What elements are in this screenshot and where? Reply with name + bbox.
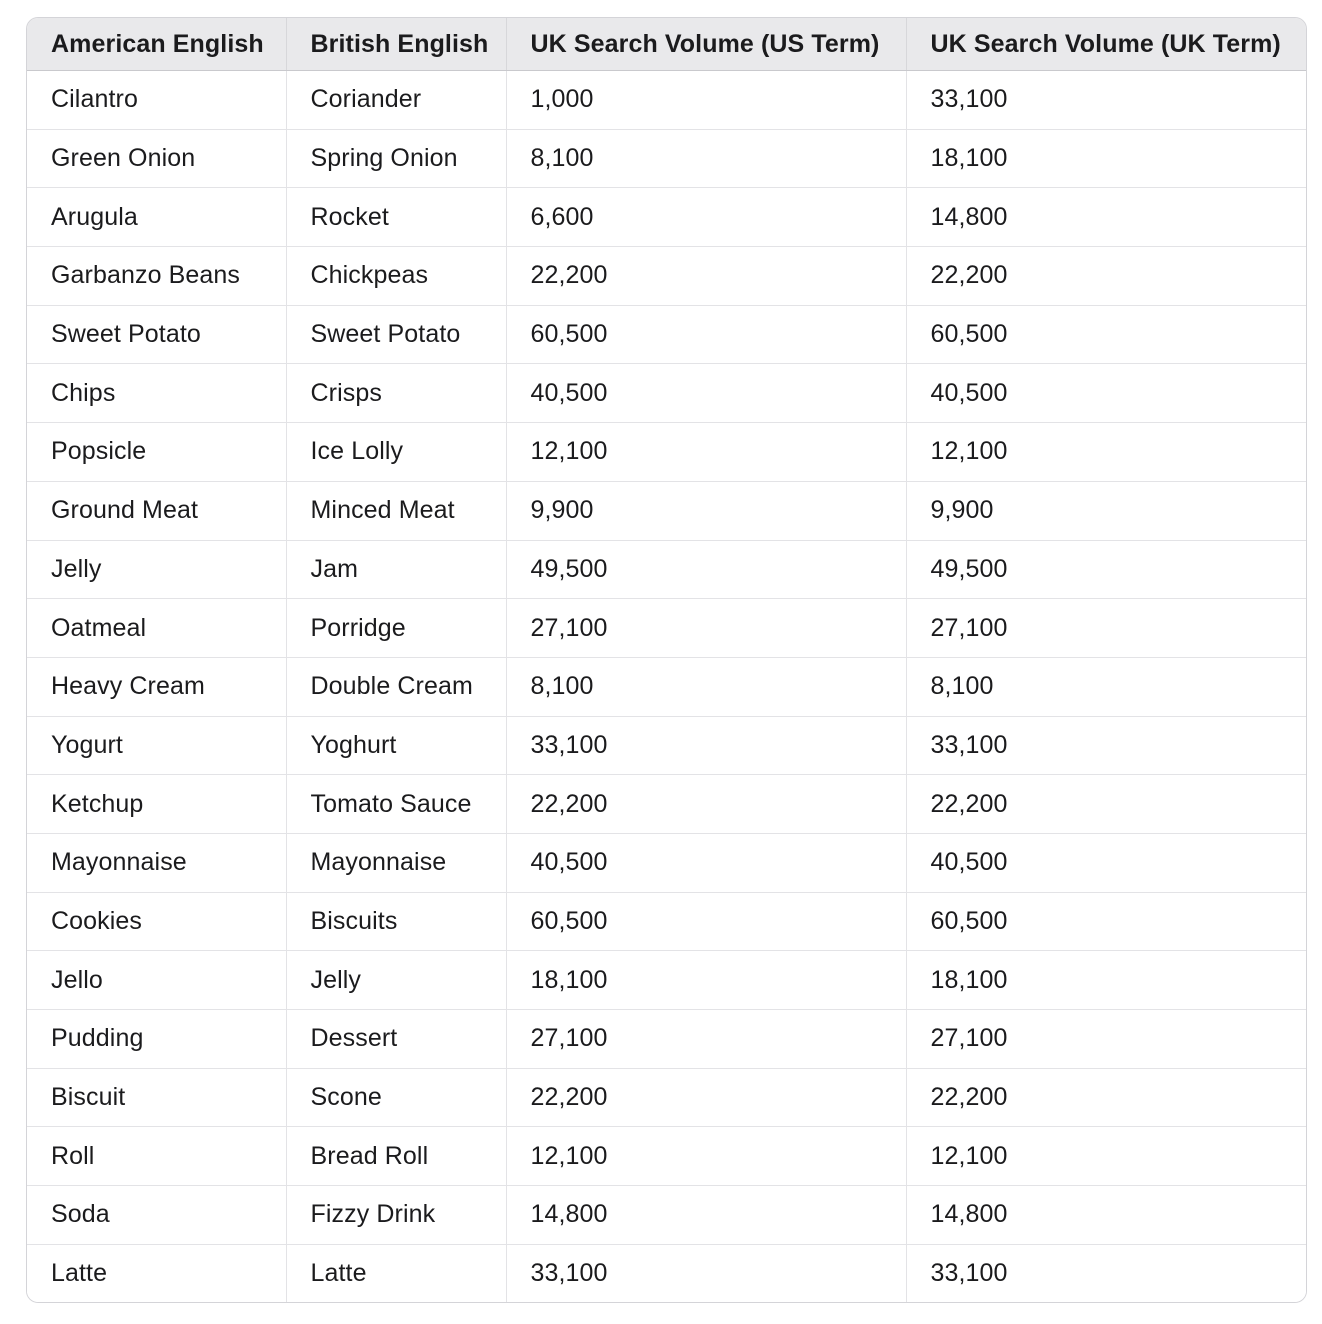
table-cell: Popsicle — [27, 423, 286, 482]
table-cell: Ice Lolly — [286, 423, 506, 482]
table-row — [27, 364, 1306, 423]
table-row — [27, 71, 1306, 130]
table-row — [27, 1127, 1306, 1186]
table-row — [27, 1186, 1306, 1245]
table-cell: Jelly — [27, 540, 286, 599]
table-cell: 22,200 — [906, 247, 1306, 306]
table-cell: 40,500 — [506, 364, 906, 423]
table-cell: Spring Onion — [286, 129, 506, 188]
table-cell: 12,100 — [506, 423, 906, 482]
table-cell: 22,200 — [506, 1068, 906, 1127]
table-cell: 18,100 — [906, 129, 1306, 188]
table-cell: 60,500 — [906, 305, 1306, 364]
table-row — [27, 599, 1306, 658]
table-row — [27, 833, 1306, 892]
table-cell: 8,100 — [506, 657, 906, 716]
table-row — [27, 129, 1306, 188]
table-cell: Mayonnaise — [286, 833, 506, 892]
table-body — [27, 71, 1306, 1303]
table-cell: Tomato Sauce — [286, 775, 506, 834]
table-row — [27, 247, 1306, 306]
table-row — [27, 1010, 1306, 1069]
table-cell: 14,800 — [906, 1186, 1306, 1245]
table-row — [27, 775, 1306, 834]
table-cell: 9,900 — [906, 481, 1306, 540]
table-row — [27, 188, 1306, 247]
table-cell: Roll — [27, 1127, 286, 1186]
table-cell: 33,100 — [906, 1244, 1306, 1302]
table-cell: Yogurt — [27, 716, 286, 775]
table-cell: Coriander — [286, 71, 506, 130]
table-cell: 60,500 — [506, 892, 906, 951]
table-cell: 33,100 — [506, 1244, 906, 1302]
table-cell: 49,500 — [506, 540, 906, 599]
column-header: UK Search Volume (UK Term) — [906, 18, 1306, 71]
data-table — [27, 18, 1306, 1302]
table-row — [27, 481, 1306, 540]
table-cell: 49,500 — [906, 540, 1306, 599]
table-cell: 22,200 — [506, 775, 906, 834]
table-cell: Cookies — [27, 892, 286, 951]
table-row — [27, 951, 1306, 1010]
table-cell: 40,500 — [506, 833, 906, 892]
table-cell: Jelly — [286, 951, 506, 1010]
table-row — [27, 540, 1306, 599]
table-row — [27, 892, 1306, 951]
table-cell: Green Onion — [27, 129, 286, 188]
table-cell: Yoghurt — [286, 716, 506, 775]
table-cell: 33,100 — [906, 716, 1306, 775]
table-cell: 18,100 — [906, 951, 1306, 1010]
table-cell: 22,200 — [506, 247, 906, 306]
table-cell: 40,500 — [906, 364, 1306, 423]
table-row — [27, 1068, 1306, 1127]
table-cell: Biscuits — [286, 892, 506, 951]
table-cell: Bread Roll — [286, 1127, 506, 1186]
table-cell: 9,900 — [506, 481, 906, 540]
table-cell: 27,100 — [906, 599, 1306, 658]
header-row — [27, 18, 1306, 71]
table-cell: Heavy Cream — [27, 657, 286, 716]
table-cell: Arugula — [27, 188, 286, 247]
table-row — [27, 1244, 1306, 1302]
table-cell: Sweet Potato — [286, 305, 506, 364]
table-cell: Dessert — [286, 1010, 506, 1069]
table-row — [27, 423, 1306, 482]
table-cell: Oatmeal — [27, 599, 286, 658]
table-cell: Latte — [286, 1244, 506, 1302]
table-cell: Latte — [27, 1244, 286, 1302]
table-cell: 6,600 — [506, 188, 906, 247]
table-cell: 60,500 — [906, 892, 1306, 951]
table-cell: 33,100 — [506, 716, 906, 775]
table-cell: Fizzy Drink — [286, 1186, 506, 1245]
column-header: British English — [286, 18, 506, 71]
table-cell: Porridge — [286, 599, 506, 658]
table-cell: Ground Meat — [27, 481, 286, 540]
table-cell: 22,200 — [906, 775, 1306, 834]
table-header — [27, 18, 1306, 71]
table-cell: 40,500 — [906, 833, 1306, 892]
translation-search-volume-table — [26, 17, 1307, 1303]
table-cell: 8,100 — [906, 657, 1306, 716]
table-cell: 12,100 — [506, 1127, 906, 1186]
table-cell: 8,100 — [506, 129, 906, 188]
table-cell: 14,800 — [906, 188, 1306, 247]
table-cell: Chickpeas — [286, 247, 506, 306]
table-cell: Jam — [286, 540, 506, 599]
table-cell: Cilantro — [27, 71, 286, 130]
table-cell: 27,100 — [506, 1010, 906, 1069]
table-cell: Minced Meat — [286, 481, 506, 540]
table-cell: 27,100 — [906, 1010, 1306, 1069]
table-cell: 12,100 — [906, 1127, 1306, 1186]
column-header: American English — [27, 18, 286, 71]
table-cell: Biscuit — [27, 1068, 286, 1127]
table-cell: Soda — [27, 1186, 286, 1245]
table-cell: 1,000 — [506, 71, 906, 130]
table-row — [27, 716, 1306, 775]
table-cell: 12,100 — [906, 423, 1306, 482]
table-cell: Chips — [27, 364, 286, 423]
table-cell: Rocket — [286, 188, 506, 247]
table-cell: Mayonnaise — [27, 833, 286, 892]
table-cell: Double Cream — [286, 657, 506, 716]
table-cell: 22,200 — [906, 1068, 1306, 1127]
table-row — [27, 305, 1306, 364]
table-cell: Ketchup — [27, 775, 286, 834]
table-cell: Pudding — [27, 1010, 286, 1069]
table-cell: 14,800 — [506, 1186, 906, 1245]
table-cell: Scone — [286, 1068, 506, 1127]
table-cell: Garbanzo Beans — [27, 247, 286, 306]
table-cell: 33,100 — [906, 71, 1306, 130]
table-cell: 60,500 — [506, 305, 906, 364]
table-cell: Crisps — [286, 364, 506, 423]
column-header: UK Search Volume (US Term) — [506, 18, 906, 71]
table-cell: Jello — [27, 951, 286, 1010]
table-row — [27, 657, 1306, 716]
table-cell: 27,100 — [506, 599, 906, 658]
table-cell: Sweet Potato — [27, 305, 286, 364]
table-cell: 18,100 — [506, 951, 906, 1010]
